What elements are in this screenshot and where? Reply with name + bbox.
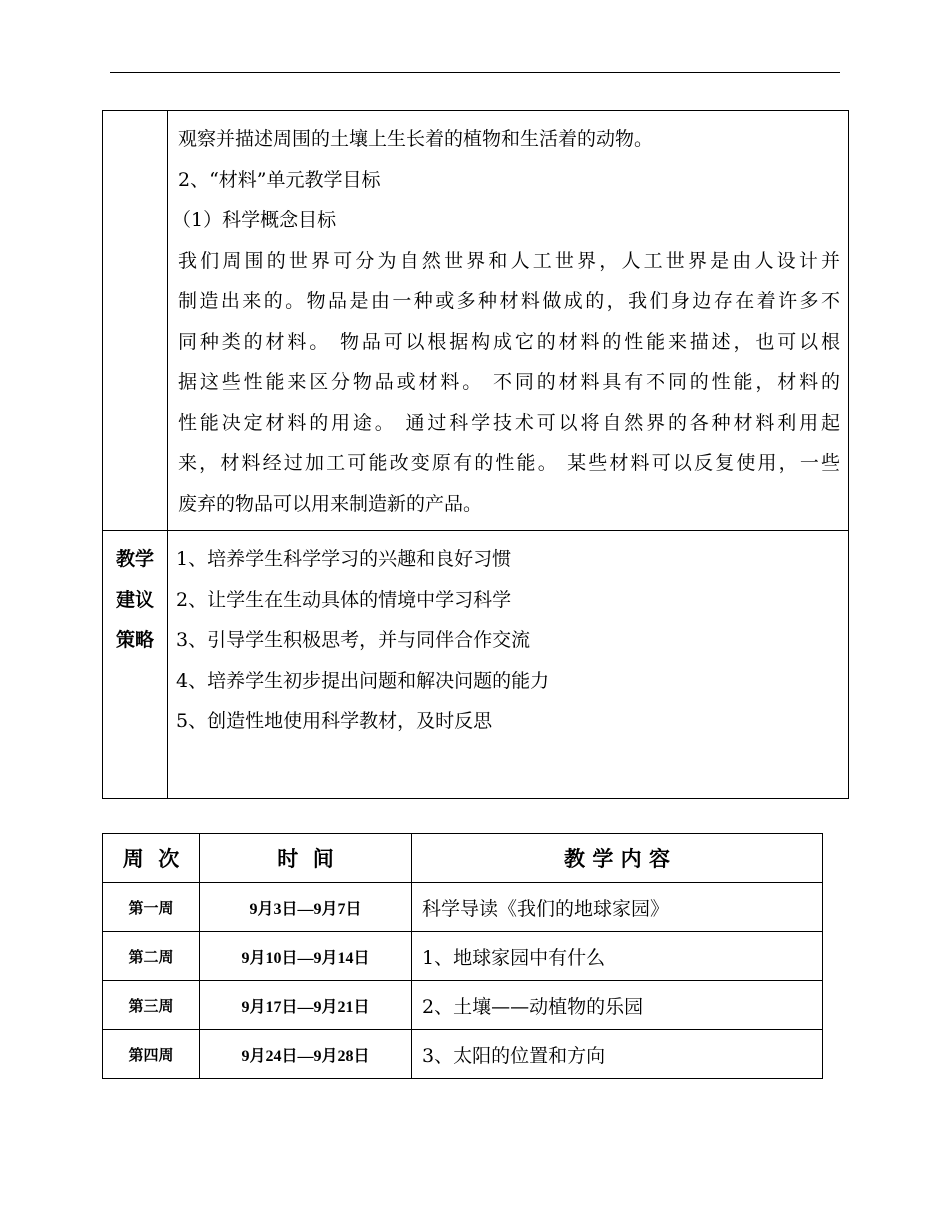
objectives-text-cell xyxy=(168,111,849,531)
table-row xyxy=(103,932,823,981)
content-header: 教 学 内 容 xyxy=(412,834,823,883)
section-heading: 2、“材料”单元教学目标 xyxy=(178,168,381,191)
week-header: 周 次 xyxy=(103,834,200,883)
strategy-label-line: 建议 xyxy=(115,588,154,611)
objectives-line: 同种类的材料。 物品可以根据构成它的材料的性能来描述，也可以根 xyxy=(178,330,840,353)
strategy-item: 4、培养学生初步提出问题和解决问题的能力 xyxy=(176,669,550,692)
content-cell: 1、地球家园中有什么 xyxy=(412,932,823,981)
strategy-item: 1、培养学生科学学习的兴趣和良好习惯 xyxy=(176,548,512,570)
strategy-item: 3、引导学生积极思考，并与同伴合作交流 xyxy=(176,629,531,651)
strategy-label-line: 教学 xyxy=(115,548,154,570)
strategy-item: 2、让学生在生动具体的情境中学习科学 xyxy=(176,588,512,611)
objectives-line: 据这些性能来区分物品或材料。 不同的材料具有不同的性能，材料的 xyxy=(178,371,840,393)
week-cell: 第二周 xyxy=(103,932,200,981)
content-cell: 3、太阳的位置和方向 xyxy=(412,1030,823,1079)
table-row xyxy=(103,883,823,932)
objectives-row xyxy=(103,111,849,531)
objectives-line: 制造出来的。物品是由一种或多种材料做成的，我们身边存在着许多不 xyxy=(178,290,840,312)
strategy-list-cell xyxy=(168,531,849,799)
objectives-strategy-table xyxy=(102,110,849,799)
week-cell: 第四周 xyxy=(103,1030,200,1079)
week-cell: 第三周 xyxy=(103,981,200,1030)
table-row xyxy=(103,1030,823,1079)
schedule-header-row xyxy=(103,834,823,883)
objectives-line: 观察并描述周围的土壤上生长着的植物和生活着的动物。 xyxy=(178,128,654,150)
objectives-line: 废弃的物品可以用来制造新的产品。 xyxy=(178,492,483,515)
content-cell: 2、土壤——动植物的乐园 xyxy=(412,981,823,1030)
objectives-label-cell xyxy=(103,111,168,531)
strategy-label-cell xyxy=(103,531,168,799)
time-header: 时 间 xyxy=(200,834,412,883)
table-row xyxy=(103,981,823,1030)
time-cell: 9月17日—9月21日 xyxy=(200,981,412,1030)
objectives-line: 我们周围的世界可分为自然世界和人工世界，人工世界是由人设计并 xyxy=(178,249,840,272)
objectives-line: 来，材料经过加工可能改变原有的性能。 某些材料可以反复使用，一些 xyxy=(178,452,840,474)
content-cell: 科学导读《我们的地球家园》 xyxy=(412,883,823,932)
subsection-heading: （1）科学概念目标 xyxy=(172,209,337,231)
strategy-label-line: 策略 xyxy=(115,629,154,651)
objectives-line: 性能决定材料的用途。 通过科学技术可以将自然界的各种材料利用起 xyxy=(178,411,840,434)
header-rule xyxy=(110,72,840,73)
schedule-table xyxy=(102,833,823,1079)
time-cell: 9月3日—9月7日 xyxy=(200,883,412,932)
time-cell: 9月10日—9月14日 xyxy=(200,932,412,981)
time-cell: 9月24日—9月28日 xyxy=(200,1030,412,1079)
strategy-row xyxy=(103,531,849,799)
week-cell: 第一周 xyxy=(103,883,200,932)
strategy-item: 5、创造性地使用科学教材，及时反思 xyxy=(176,710,493,732)
